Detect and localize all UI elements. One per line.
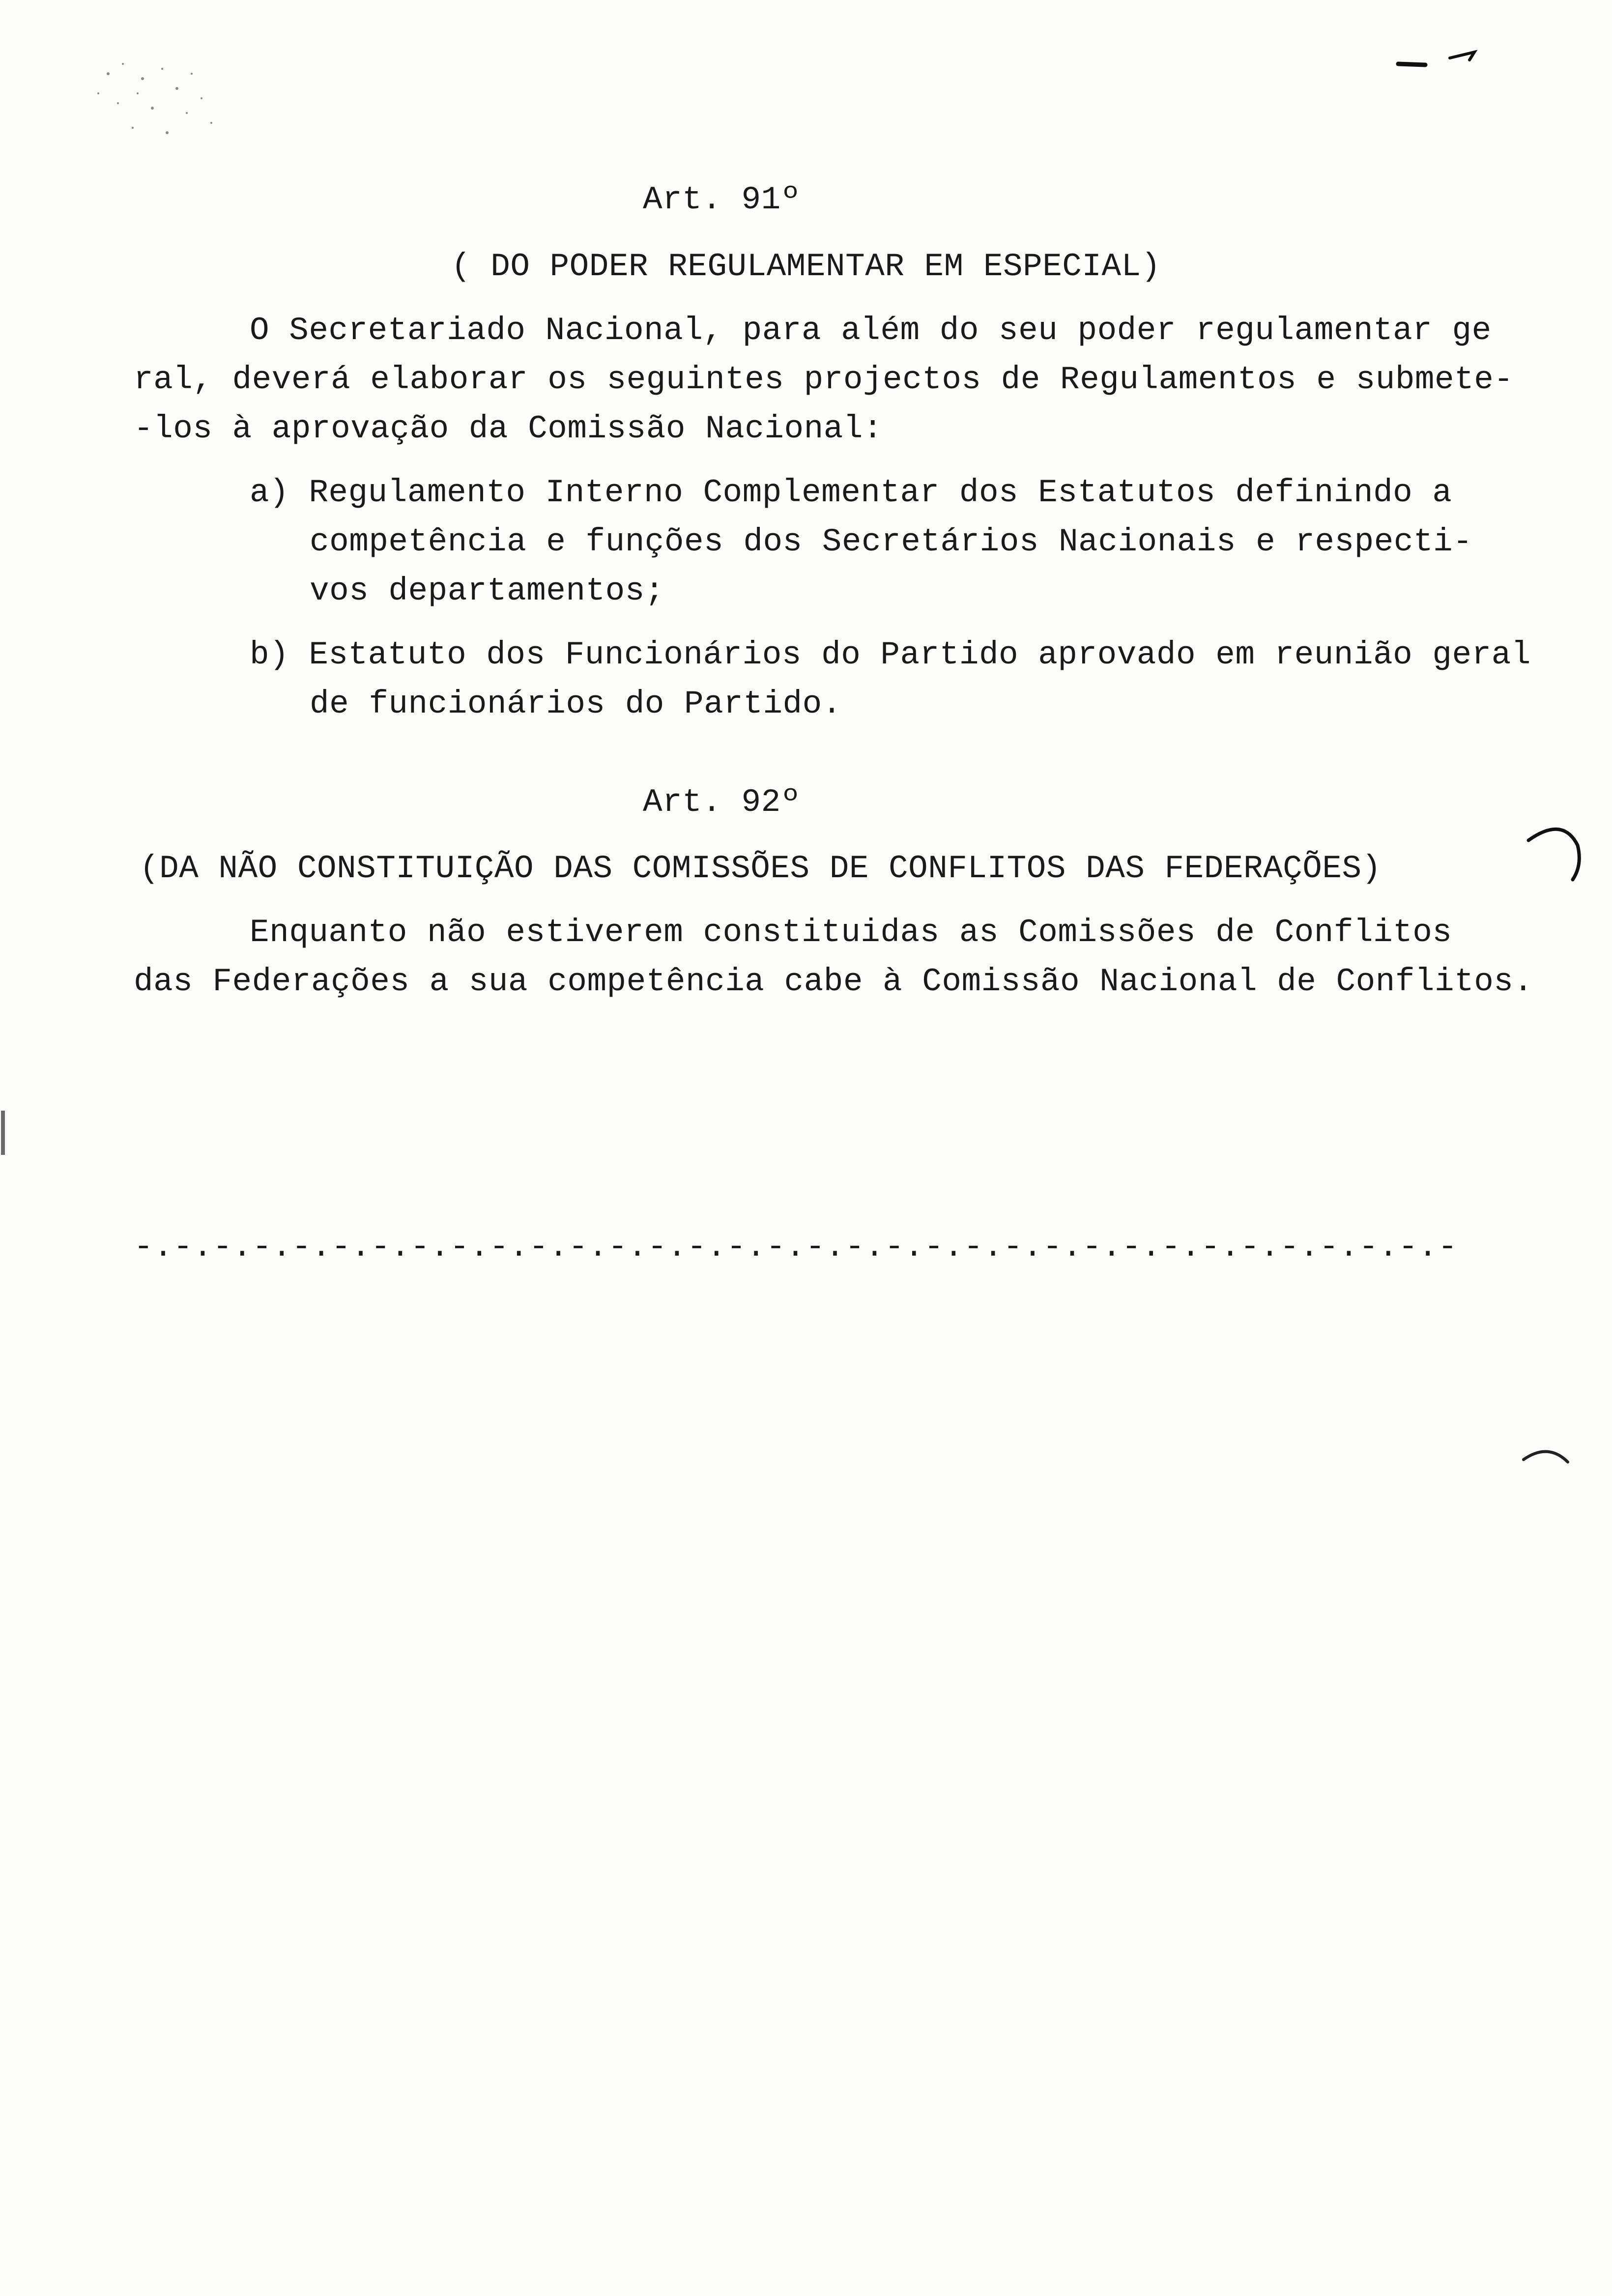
article-91-item-a-line-1: a) Regulamento Interno Complementar dos Estatutos definindo a xyxy=(250,474,1452,511)
left-edge-scan-mark xyxy=(1,1111,5,1155)
scan-noise-speckle xyxy=(88,44,246,157)
article-91-item-b-line-1: b) Estatuto dos Funcionários do Partido aprovado em reunião geral xyxy=(250,636,1531,673)
margin-bracket-mark xyxy=(1519,821,1612,890)
article-91-subtitle: ( DO PODER REGULAMENTAR EM ESPECIAL) xyxy=(451,248,1161,285)
article-91-item-b-line-2: de funcionários do Partido. xyxy=(310,686,842,722)
article-92-heading: Art. 92º xyxy=(643,784,801,821)
article-91-heading: Art. 91º xyxy=(643,181,801,218)
article-91-para-line-3: -los à aprovação da Comissão Nacional: xyxy=(134,410,883,447)
margin-arc-mark xyxy=(1519,1440,1587,1479)
corner-dash-mark xyxy=(1396,43,1484,73)
article-92-para-line-2: das Federações a sua competência cabe à Comissão Nacional de Conflitos. xyxy=(134,963,1533,1000)
article-92-para-line-1: Enquanto não estiverem constituidas as Comissões de Conflitos xyxy=(250,914,1452,951)
article-91-para-line-2: ral, deverá elaborar os seguintes projectos de Regulamentos e submete- xyxy=(134,361,1514,398)
article-91-item-a-line-3: vos departamentos; xyxy=(310,573,664,609)
article-91-item-a-line-2: competência e funções dos Secretários Nacionais e respecti- xyxy=(310,523,1473,560)
article-92-subtitle: (DA NÃO CONSTITUIÇÃO DAS COMISSÕES DE CONFLITOS DAS FEDERAÇÕES) xyxy=(140,850,1382,887)
article-91-para-line-1: O Secretariado Nacional, para além do seu poder regulamentar ge xyxy=(250,312,1492,349)
dash-dot-separator: -.-.-.-.-.-.-.-.-.-.-.-.-.-.-.-.-.-.-.-.-.-.-.-.-.-.-.-.-.-.-.-.-.- xyxy=(134,1229,1458,1265)
